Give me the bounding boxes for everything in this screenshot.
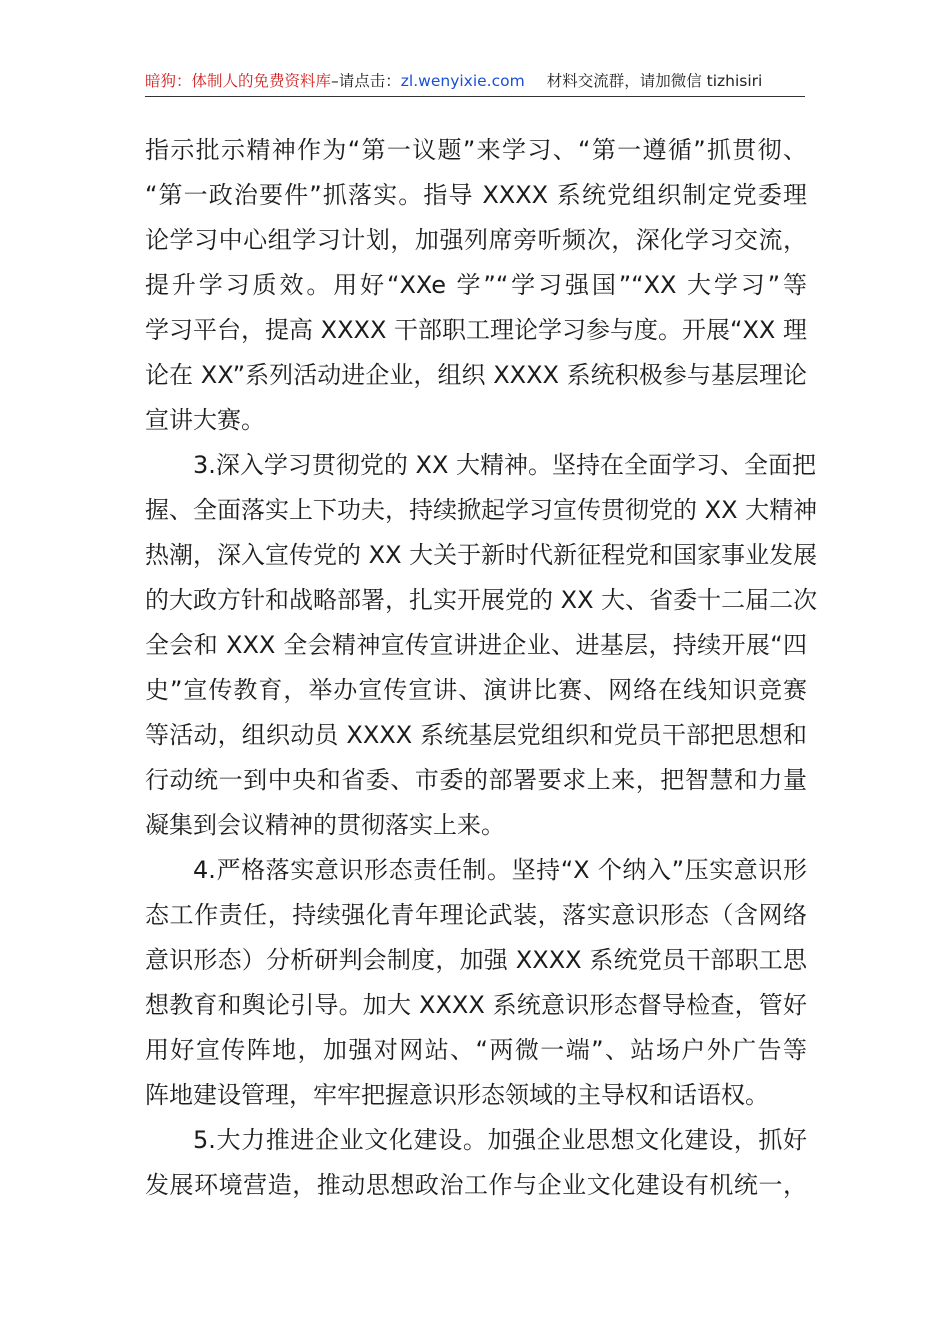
paragraph-3: [145, 848, 807, 1118]
text-line: 热潮，深入宣传党的 XX 大关于新时代新征程党和国家事业发展: [145, 541, 818, 569]
header-group-info: 材料交流群，请加微信 tizhisiri: [546, 72, 763, 90]
page-header: [145, 68, 805, 94]
text-line: 的大政方针和战略部署，扎实开展党的 XX 大、省委十二届二次: [145, 586, 818, 614]
text-line: 3.深入学习贯彻党的 XX 大精神。坚持在全面学习、全面把: [193, 451, 817, 479]
text-line: 行动统一到中央和省委、市委的部署要求上来，把智慧和力量: [145, 766, 807, 794]
paragraph-4: [145, 1118, 807, 1208]
document-body: [145, 128, 818, 1208]
text-line: 学习平台，提高 XXXX 干部职工理论学习参与度。开展“XX 理: [145, 316, 807, 344]
text-line: 论学习中心组学习计划，加强列席旁听频次，深化学习交流，: [145, 226, 807, 254]
text-line: 握、全面落实上下功夫，持续掀起学习宣传贯彻党的 XX 大精神: [145, 496, 818, 524]
text-line: 5.大力推进企业文化建设。加强企业思想文化建设，抓好: [193, 1126, 807, 1154]
text-line: 4.严格落实意识形态责任制。坚持“X 个纳入”压实意识形: [193, 856, 807, 884]
text-line: 提升学习质效。用好“XXe 学”“学习强国”“XX 大学习”等: [145, 271, 807, 299]
header-brand: 暗狗：体制人的免费资料库: [145, 72, 332, 90]
text-line: 全会和 XXX 全会精神宣传宣讲进企业、进基层，持续开展“四: [145, 631, 807, 659]
text-line: 用好宣传阵地，加强对网站、“两微一端”、站场户外广告等: [145, 1036, 807, 1064]
paragraph-1: [145, 128, 807, 443]
text-line: “第一政治要件”抓落实。指导 XXXX 系统党组织制定党委理: [145, 181, 807, 209]
header-click-prefix: –请点击：: [331, 72, 401, 90]
text-line: 论在 XX”系列活动进企业，组织 XXXX 系统积极参与基层理论: [145, 361, 807, 389]
text-line: 阵地建设管理，牢牢把握意识形态领域的主导权和话语权。: [145, 1081, 769, 1109]
text-line: 等活动，组织动员 XXXX 系统基层党组织和党员干部把思想和: [145, 721, 807, 749]
text-line: 宣讲大赛。: [145, 406, 265, 434]
header-divider: [145, 96, 805, 97]
text-line: 态工作责任，持续强化青年理论武装，落实意识形态（含网络: [145, 901, 807, 929]
header-link[interactable]: zl.wenyixie.com: [400, 72, 525, 90]
text-line: 发展环境营造，推动思想政治工作与企业文化建设有机统一，: [145, 1171, 807, 1199]
paragraph-2: [145, 443, 818, 848]
text-line: 凝集到会议精神的贯彻落实上来。: [145, 811, 505, 839]
text-line: 指示批示精神作为“第一议题”来学习、“第一遵循”抓贯彻、: [145, 136, 807, 164]
text-line: 想教育和舆论引导。加大 XXXX 系统意识形态督导检查，管好: [145, 991, 807, 1019]
text-line: 史”宣传教育，举办宣传宣讲、演讲比赛、网络在线知识竞赛: [145, 676, 807, 704]
text-line: 意识形态）分析研判会制度，加强 XXXX 系统党员干部职工思: [145, 946, 807, 974]
